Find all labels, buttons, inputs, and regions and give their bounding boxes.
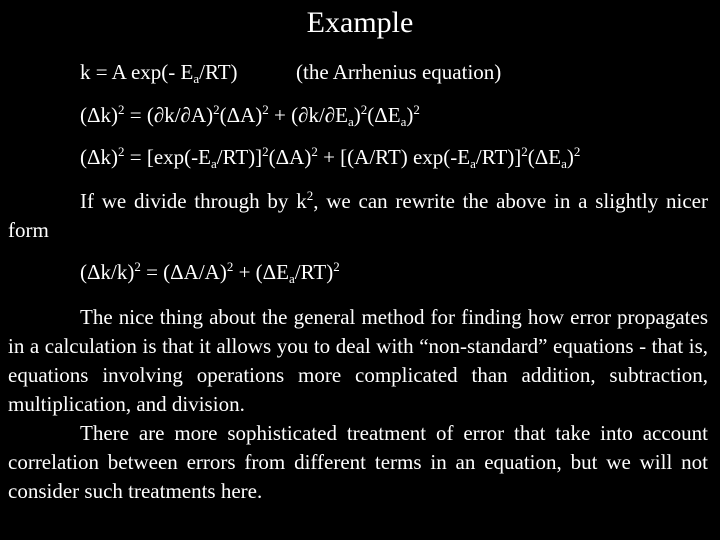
arrhenius-label: (the Arrhenius equation) [296, 60, 502, 84]
rewrite-paragraph: If we divide through by $k^2$, we can rewrite the above in a slightly nicer form [8, 188, 708, 242]
correlation-paragraph: There are more sophisticated treatment of error that take into account correlation between errors from different terms in an equation, but we will not consider such treatments here. [8, 421, 708, 503]
slide-title: Example [306, 6, 414, 39]
error-propagation-equation: $(\Delta k)^2 = (\partial k/\partial A)^2(\Delta A)^2 + (\partial k/\partial E_a)^2(\Delta E_a)^2$ [80, 102, 420, 129]
arrhenius-equation: k = A exp(- $E_a/RT$) [80, 60, 238, 86]
expanded-equation: $(\Delta k)^2 = [\exp(-E_a/RT)]^2(\Delta A)^2 + [(A/RT)$ $\exp(-E_a/RT)]^2(\Delta E_a)^2$ [80, 144, 581, 171]
relative-error-equation: $(\Delta k/k)^2 = (\Delta A/A)^2 + (\Delta E_a/RT)^2$ [80, 259, 340, 286]
general-method-paragraph: The nice thing about the general method for finding how error propagates in a calculation is that it allows you to deal with “non-standard” equations - that is, equations involving operations more complicated than addition, subtraction, multiplication, and division. [8, 305, 708, 416]
